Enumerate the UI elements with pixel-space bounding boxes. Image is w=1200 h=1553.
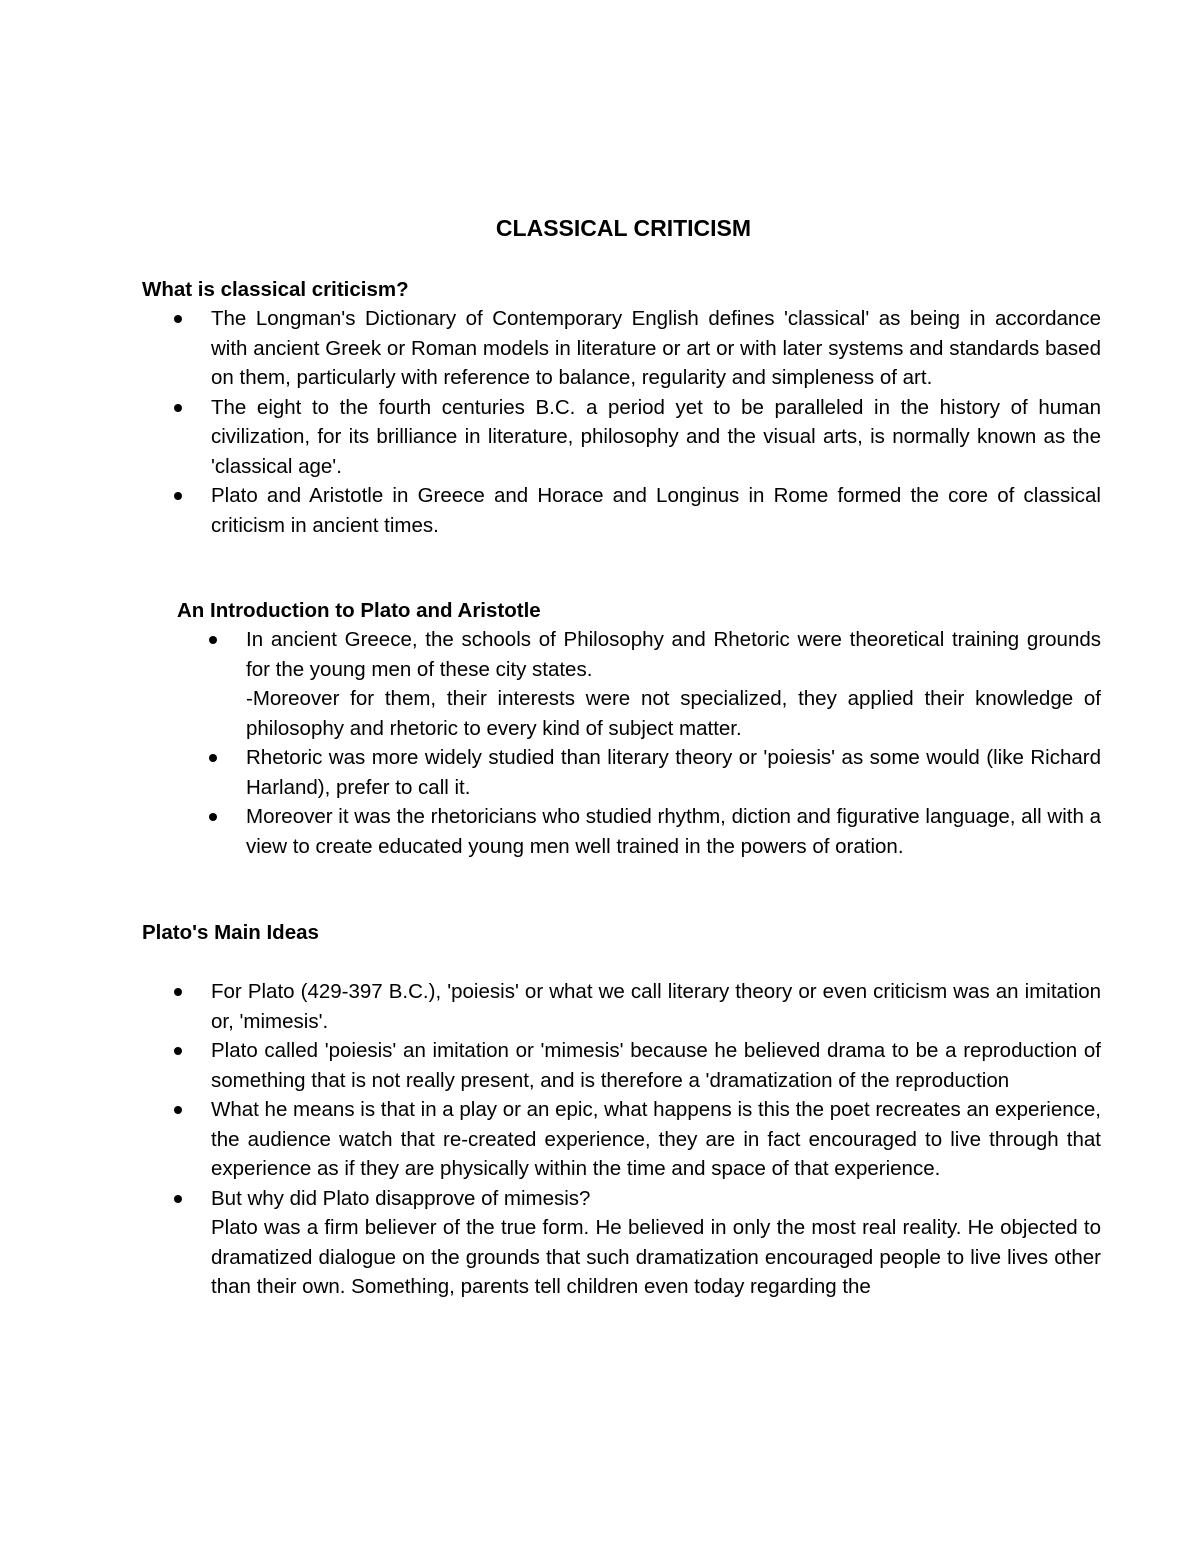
list-item-text: But why did Plato disapprove of mimesis? — [211, 1186, 591, 1210]
bullet-icon — [209, 813, 217, 821]
document-title: CLASSICAL CRITICISM — [495, 215, 752, 241]
list-item-text: Moreover it was the rhetoricians who studied rhythm, diction and figurative language, all with a view to create educated young men well trained in the powers of oration. — [246, 805, 1101, 858]
bullet-icon — [209, 636, 217, 644]
list-item — [246, 625, 1101, 743]
bullet-icon — [174, 1047, 182, 1055]
list-item — [246, 743, 1101, 802]
bullet-icon — [209, 754, 217, 762]
section-1-bullet-list — [211, 304, 1101, 540]
list-item — [211, 304, 1101, 393]
list-item — [211, 1095, 1101, 1184]
bullet-icon — [174, 988, 182, 996]
list-item-continuation: -Moreover for them, their interests were not specialized, they applied their knowledge of philosophy and rhetoric to every kind of subject matter. — [246, 687, 1101, 740]
list-item-text: What he means is that in a play or an epic, what happens is this the poet recreates an experience, the audience watch that re-created experience, they are in fact encouraged to live through that experience as if they are physically within the time and space of that experience. — [211, 1098, 1101, 1180]
list-item — [211, 1184, 1101, 1302]
section-heading-what-is-classical-criticism: What is classical criticism? — [142, 278, 409, 301]
list-item-text: Plato and Aristotle in Greece and Horace and Longinus in Rome formed the core of classical criticism in ancient times. — [211, 484, 1101, 537]
list-item-text: The Longman's Dictionary of Contemporary English defines 'classical' as being in accordance with ancient Greek or Roman models in literature or art or with later systems and standards based on them, particularly with reference to balance, regularity and simpleness of art. — [211, 307, 1101, 389]
section-2-bullet-list — [246, 625, 1101, 861]
section-heading-plato-main-ideas: Plato's Main Ideas — [142, 921, 319, 944]
list-item-text: In ancient Greece, the schools of Philosophy and Rhetoric were theoretical training grounds for the young men of these city states. — [246, 628, 1101, 681]
bullet-icon — [174, 492, 182, 500]
list-item — [246, 802, 1101, 861]
list-item — [211, 481, 1101, 540]
bullet-icon — [174, 404, 182, 412]
list-item-text: Plato called 'poiesis' an imitation or 'mimesis' because he believed drama to be a reproduction of something that is not really present, and is therefore a 'dramatization of the reproduction — [211, 1039, 1101, 1092]
bullet-icon — [174, 1106, 182, 1114]
list-item-text: The eight to the fourth centuries B.C. a period yet to be paralleled in the history of human civilization, for its brilliance in literature, philosophy and the visual arts, is normally known as the 'classical age'. — [211, 395, 1101, 478]
list-item-text: Rhetoric was more widely studied than literary theory or 'poiesis' as some would (like Richard Harland), prefer to call it. — [246, 746, 1101, 799]
list-item-continuation: Plato was a firm believer of the true form. He believed in only the most real reality. He objected to dramatized dialogue on the grounds that such dramatization encouraged people to live lives other than their own. Something, parents tell children even today regarding the — [211, 1216, 1101, 1298]
list-item — [211, 1036, 1101, 1095]
section-3-bullet-list — [211, 977, 1101, 1302]
bullet-icon — [174, 315, 182, 323]
section-heading-intro-plato-aristotle: An Introduction to Plato and Aristotle — [177, 599, 541, 622]
list-item — [211, 977, 1101, 1036]
bullet-icon — [174, 1195, 182, 1203]
list-item-text: For Plato (429-397 B.C.), 'poiesis' or what we call literary theory or even criticism was an imitation or, 'mimesis'. — [211, 980, 1101, 1033]
list-item — [211, 393, 1101, 482]
